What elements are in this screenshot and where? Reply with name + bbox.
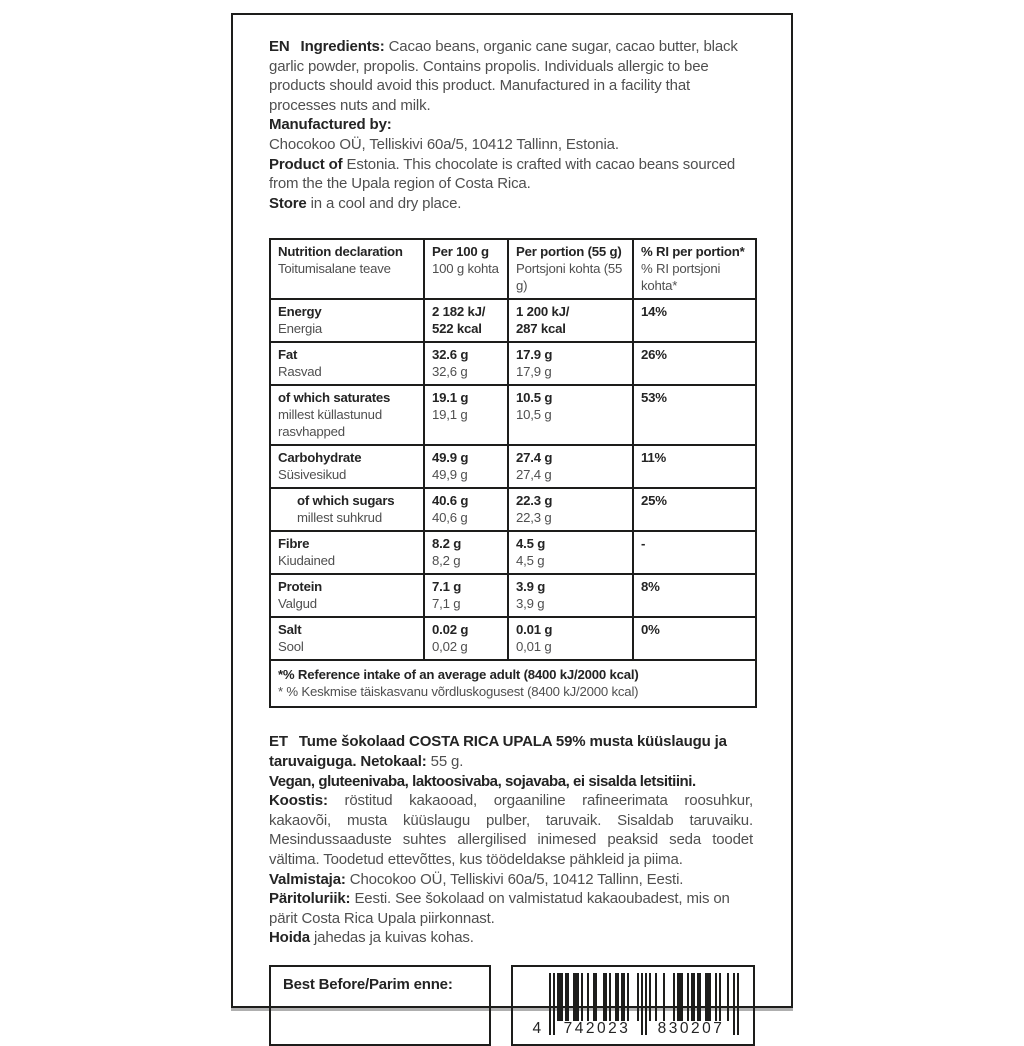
per-portion-value: 4.5 g (516, 536, 546, 552)
ri-value: - (641, 536, 646, 552)
ri-value: 26% (641, 347, 667, 363)
per-100g-value: 2 182 kJ/ (432, 304, 486, 320)
per-portion-value: 1 200 kJ/ (516, 304, 570, 320)
footnote-en: *% Reference intake of an average adult (8400 kJ/2000 kcal) (278, 667, 639, 683)
best-before-box (269, 965, 491, 1046)
per-portion-value: 17.9 g (516, 347, 553, 363)
en-ingredients (269, 37, 753, 115)
koostis-label: Koostis: (269, 792, 328, 810)
per-portion-cell (508, 342, 633, 385)
header-col1-et: Toitumisalane teave (278, 261, 391, 277)
per-portion-value: 27.4 g (516, 450, 553, 466)
per-portion-cell (508, 617, 633, 660)
nutrient-name-cell (270, 385, 424, 445)
per-100g-cell (424, 342, 508, 385)
per-100g-value: 49.9 g (432, 450, 469, 466)
header-col3-et: Portsjoni kohta (55 g) (516, 261, 623, 294)
bottom-row (269, 965, 755, 1046)
nutrition-table (269, 238, 757, 708)
et-title (269, 732, 753, 771)
per-100g-value: 0.02 g (432, 622, 469, 638)
et-hoida (269, 928, 753, 948)
per-100g-value-et: 40,6 g (432, 510, 468, 526)
barcode-digits-group2: 830207 (657, 1019, 725, 1037)
et-product-title: Tume šokolaad COSTA RICA UPALA 59% musta küüslaugu ja taruvaiguga. (269, 733, 727, 770)
ri-cell (633, 574, 756, 617)
header-per-100g (424, 239, 508, 299)
per-portion-cell (508, 488, 633, 531)
nutrition-row (270, 574, 756, 617)
nutrient-name-et: Energia (278, 321, 323, 337)
nutrient-name-cell (270, 342, 424, 385)
paritoluriik-label: Päritoluriik: (269, 890, 351, 908)
et-koostis (269, 791, 753, 869)
per-100g-cell (424, 617, 508, 660)
header-col1-en: Nutrition declaration (278, 244, 403, 260)
barcode-digits-group1: 742023 (563, 1019, 631, 1037)
per-portion-value-et: 0,01 g (516, 639, 552, 655)
per-portion-value-et: 27,4 g (516, 467, 552, 483)
hoida-label: Hoida (269, 929, 310, 947)
footnote-et: * % Keskmise täiskasvanu võrdluskogusest (8400 kJ/2000 kcal) (278, 684, 639, 700)
best-before-label: Best Before/Parim enne: (283, 975, 453, 993)
per-100g-cell (424, 488, 508, 531)
ri-value: 53% (641, 390, 667, 406)
per-portion-value-et: 17,9 g (516, 364, 552, 380)
nutrition-row (270, 488, 756, 531)
per-100g-value: 32.6 g (432, 347, 469, 363)
vegan-claims: Vegan, gluteenivaba, laktoosivaba, sojavaba, ei sisalda letsitiini. (269, 772, 696, 790)
hoida-text: jahedas ja kuivas kohas. (313, 929, 474, 947)
nutrient-name-en: of which sugars (297, 493, 395, 509)
product-of-label: Product of (269, 155, 343, 173)
label-content (233, 15, 791, 1046)
ri-cell (633, 488, 756, 531)
per-100g-cell (424, 574, 508, 617)
ri-value: 0% (641, 622, 660, 638)
paritoluriik-text: Eesti. See šokolaad on valmistatud kakaoubadest, mis on pärit Costa Rica Upala piirkonnast. (269, 890, 730, 927)
ri-value: 8% (641, 579, 660, 595)
per-portion-value: 3.9 g (516, 579, 546, 595)
ri-cell (633, 342, 756, 385)
header-ri-per-portion (633, 239, 756, 299)
ri-cell (633, 299, 756, 342)
ri-value: 11% (641, 450, 667, 466)
nutrient-name-et: Valgud (278, 596, 317, 612)
nutrition-row (270, 531, 756, 574)
nutrient-name-en: Energy (278, 304, 322, 320)
ri-value: 25% (641, 493, 667, 509)
en-product-of (269, 155, 753, 194)
et-lang-code: ET (269, 733, 288, 751)
header-col2-en: Per 100 g (432, 244, 489, 260)
per-portion-cell (508, 445, 633, 488)
nutrient-name-et: Kiudained (278, 553, 335, 569)
per-portion-value: 10.5 g (516, 390, 553, 406)
product-of-text: Estonia. This chocolate is crafted with cacao beans sourced from the the Upala region of Costa Rica. (269, 155, 736, 193)
nutrient-name-et: millest suhkrud (297, 510, 382, 526)
ri-cell (633, 617, 756, 660)
per-100g-value: 8.2 g (432, 536, 462, 552)
per-portion-cell (508, 574, 633, 617)
per-portion-value-et: 4,5 g (516, 553, 545, 569)
header-nutrition-declaration (270, 239, 424, 299)
header-col2-et: 100 g kohta (432, 261, 499, 277)
nutrient-name-cell (270, 617, 424, 660)
per-100g-value: 19.1 g (432, 390, 469, 406)
valmistaja-label: Valmistaja: (269, 870, 346, 888)
nutrition-rows (270, 299, 756, 660)
et-valmistaja (269, 870, 753, 890)
nutrient-name-en: Carbohydrate (278, 450, 362, 466)
ri-cell (633, 445, 756, 488)
en-block (269, 37, 753, 213)
per-100g-value-et: 7,1 g (432, 596, 461, 612)
netokaal-value: 55 g. (430, 752, 464, 770)
nutrient-name-et: Süsivesikud (278, 467, 347, 483)
store-label: Store (269, 194, 307, 212)
et-vegan-line (269, 772, 753, 792)
per-portion-value-et: 10,5 g (516, 407, 552, 423)
ri-cell (633, 531, 756, 574)
en-store (269, 194, 753, 214)
nutrient-name-en: Salt (278, 622, 302, 638)
nutrition-header-row (270, 239, 756, 299)
ingredients-text: Cacao beans, organic cane sugar, cacao butter, black garlic powder, propolis. Contains propolis. Individuals allergic to bee products should avoid this product. Manufactured in a facility that processes nuts and milk. (269, 38, 738, 114)
per-100g-value-et: 8,2 g (432, 553, 461, 569)
ri-value: 14% (641, 304, 667, 320)
et-block (269, 732, 753, 948)
nutrient-name-et: Rasvad (278, 364, 322, 380)
valmistaja-text: Chocokoo OÜ, Telliskivi 60a/5, 10412 Tallinn, Eesti. (349, 870, 684, 888)
nutrition-row (270, 385, 756, 445)
per-portion-cell (508, 385, 633, 445)
nutrition-row (270, 342, 756, 385)
header-col4-et: % RI portsjoni kohta* (641, 261, 721, 294)
nutrient-name-en: Fat (278, 347, 298, 363)
footnote-cell (270, 660, 756, 707)
nutrition-row (270, 617, 756, 660)
header-col3-en: Per portion (55 g) (516, 244, 622, 260)
per-portion-value: 22.3 g (516, 493, 553, 509)
header-per-portion (508, 239, 633, 299)
koostis-text: röstitud kakaooad, orgaaniline rafineerimata roosuhkur, kakaovõi, musta küüslaugu pulber, taruvaik. Sisaldab taruvaiku. Mesindussaaduste suhtes allergilised inimesed peaksid seda toodet vältima. Toodetud ettevõttes, kus töödeldakse pähkleid ja piima. (269, 792, 753, 868)
ean13-barcode (532, 973, 739, 1041)
per-portion-value-et: 3,9 g (516, 596, 545, 612)
per-portion-value-et: 287 kcal (516, 321, 566, 337)
nutrient-name-cell (270, 488, 424, 531)
nutrient-name-en: Protein (278, 579, 323, 595)
nutrient-name-en: Fibre (278, 536, 310, 552)
en-lang-code: EN (269, 38, 290, 55)
product-label (231, 13, 793, 1037)
per-100g-value-et: 522 kcal (432, 321, 482, 337)
nutrient-name-et: Sool (278, 639, 304, 655)
en-manufacturer-address (269, 135, 753, 155)
per-100g-value: 40.6 g (432, 493, 469, 509)
per-100g-cell (424, 385, 508, 445)
header-col4-en: % RI per portion* (641, 244, 745, 260)
per-portion-cell (508, 531, 633, 574)
per-portion-value: 0.01 g (516, 622, 553, 638)
per-100g-value-et: 19,1 g (432, 407, 468, 423)
nutrient-name-en: of which saturates (278, 390, 391, 406)
per-100g-value-et: 0,02 g (432, 639, 468, 655)
nutrient-name-cell (270, 574, 424, 617)
per-100g-value: 7.1 g (432, 579, 462, 595)
per-100g-cell (424, 299, 508, 342)
nutrition-row (270, 445, 756, 488)
nutrition-footnote-row (270, 660, 756, 707)
nutrient-name-et: millest küllastunud rasvhapped (278, 407, 382, 440)
ri-cell (633, 385, 756, 445)
per-100g-value-et: 49,9 g (432, 467, 468, 483)
per-portion-value-et: 22,3 g (516, 510, 552, 526)
per-100g-value-et: 32,6 g (432, 364, 468, 380)
per-100g-cell (424, 531, 508, 574)
nutrient-name-cell (270, 299, 424, 342)
nutrition-row (270, 299, 756, 342)
per-100g-cell (424, 445, 508, 488)
et-paritoluriik (269, 889, 753, 928)
nutrient-name-cell (270, 531, 424, 574)
manufactured-by-label: Manufactured by: (269, 116, 392, 134)
barcode-box (511, 965, 755, 1046)
per-portion-cell (508, 299, 633, 342)
ingredients-label: Ingredients: (300, 38, 385, 55)
en-manufactured-by (269, 115, 753, 135)
manufacturer-address: Chocokoo OÜ, Telliskivi 60a/5, 10412 Tallinn, Estonia. (269, 135, 619, 153)
netokaal-label: Netokaal: (360, 752, 427, 770)
store-text: in a cool and dry place. (310, 194, 462, 212)
nutrient-name-cell (270, 445, 424, 488)
barcode-digit-first: 4 (532, 1019, 544, 1037)
